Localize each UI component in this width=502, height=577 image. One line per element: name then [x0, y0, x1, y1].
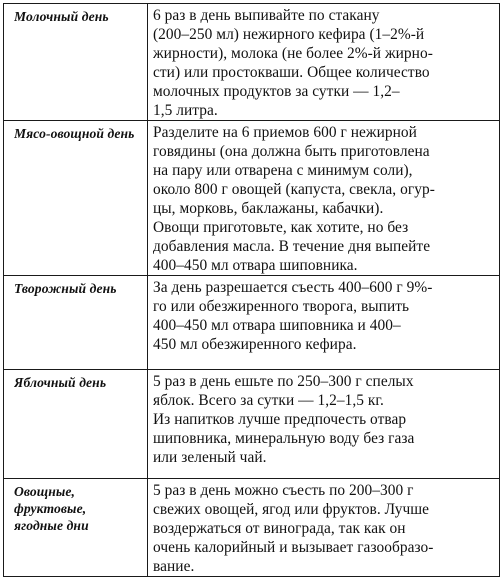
table-row-apple-day	[4, 370, 500, 479]
description-line: Разделите на 6 приемов 600 г нежирной	[153, 124, 417, 141]
diet-description-cell	[148, 4, 500, 121]
description-line: около 800 г овощей (капуста, свекла, огур-	[153, 181, 435, 198]
diet-name-line: Молочный день	[14, 9, 109, 24]
diet-name-line: Мясо-овощной день	[14, 126, 135, 141]
description-line: очень калорийный и вызывает газообразо-	[153, 539, 434, 556]
description-line: (200–250 мл) нежирного кефира (1–2%-й	[153, 26, 425, 43]
description-line: За день разрешается съесть 400–600 г 9%-	[153, 279, 433, 296]
table-row-meat-vegetable-day	[4, 121, 500, 276]
diet-description-cell	[148, 479, 500, 577]
diet-description	[148, 121, 499, 275]
diet-name-line: фруктовые,	[14, 501, 87, 516]
diet-name-line: Творожный день	[14, 281, 117, 296]
description-line: жирности), молока (не более 2%-й жирно-	[153, 45, 433, 62]
diet-name-cell	[4, 479, 148, 577]
description-line: добавления масла. В течение дня выпейте	[153, 238, 431, 255]
diet-description-cell	[148, 121, 500, 276]
description-line: цы, морковь, баклажаны, кабачки).	[153, 200, 384, 217]
description-line: 5 раз в день можно съесть по 200–300 г	[153, 482, 414, 499]
description-line: говядины (она должна быть приготовлена	[153, 143, 430, 160]
diet-description	[148, 479, 499, 576]
description-line: на пару или отварена с минимум соли),	[153, 162, 413, 179]
description-line: 400–450 мл отвара шиповника и 400–	[153, 317, 401, 334]
diet-name	[4, 370, 147, 391]
diet-name-line: ягодные дни	[14, 518, 89, 533]
description-line: или зеленый чай.	[153, 449, 267, 466]
description-line: 400–450 мл отвара шиповника.	[153, 257, 358, 274]
diet-name	[4, 276, 147, 297]
diet-name	[4, 4, 147, 25]
description-line: воздержаться от винограда, так как он	[153, 520, 406, 537]
description-line: молочных продуктов за сутки — 1,2–	[153, 83, 400, 100]
diet-description	[148, 4, 499, 120]
diet-description-cell	[148, 276, 500, 370]
description-line: го или обезжиренного творога, выпить	[153, 298, 410, 315]
description-line: 450 мл обезжиренного кефира.	[153, 336, 357, 353]
diet-name-line: Овощные,	[14, 484, 76, 499]
diet-name-cell	[4, 4, 148, 121]
diet-name-cell	[4, 121, 148, 276]
description-line: Овощи приготовьте, как хотите, но без	[153, 219, 409, 236]
diet-name	[4, 121, 147, 142]
diet-description	[148, 276, 499, 354]
diet-name	[4, 479, 147, 534]
description-line: 5 раз в день ешьте по 250–300 г спелых	[153, 373, 414, 390]
diet-name-cell	[4, 370, 148, 479]
diet-name-cell	[4, 276, 148, 370]
description-line: вание.	[153, 558, 195, 575]
description-line: яблок. Всего за сутки — 1,2–1,5 кг.	[153, 392, 384, 409]
description-line: 6 раз в день выпивайте по стакану	[153, 7, 380, 24]
description-line: Из напитков лучше предпочесть отвар	[153, 411, 407, 428]
table-row-cottage-cheese-day	[4, 276, 500, 370]
description-line: шиповника, минеральную воду без газа	[153, 430, 415, 447]
table-row-dairy-day	[4, 4, 500, 121]
diet-description-cell	[148, 370, 500, 479]
diet-description	[148, 370, 499, 467]
description-line: свежих овощей, ягод или фруктов. Лучше	[153, 501, 430, 518]
table-row-vegetable-fruit-berry-days	[4, 479, 500, 577]
fasting-days-table	[3, 3, 500, 577]
diet-name-line: Яблочный день	[14, 375, 107, 390]
description-line: 1,5 литра.	[153, 102, 218, 119]
description-line: сти) или простокваши. Общее количество	[153, 64, 430, 81]
table-body	[4, 4, 500, 577]
